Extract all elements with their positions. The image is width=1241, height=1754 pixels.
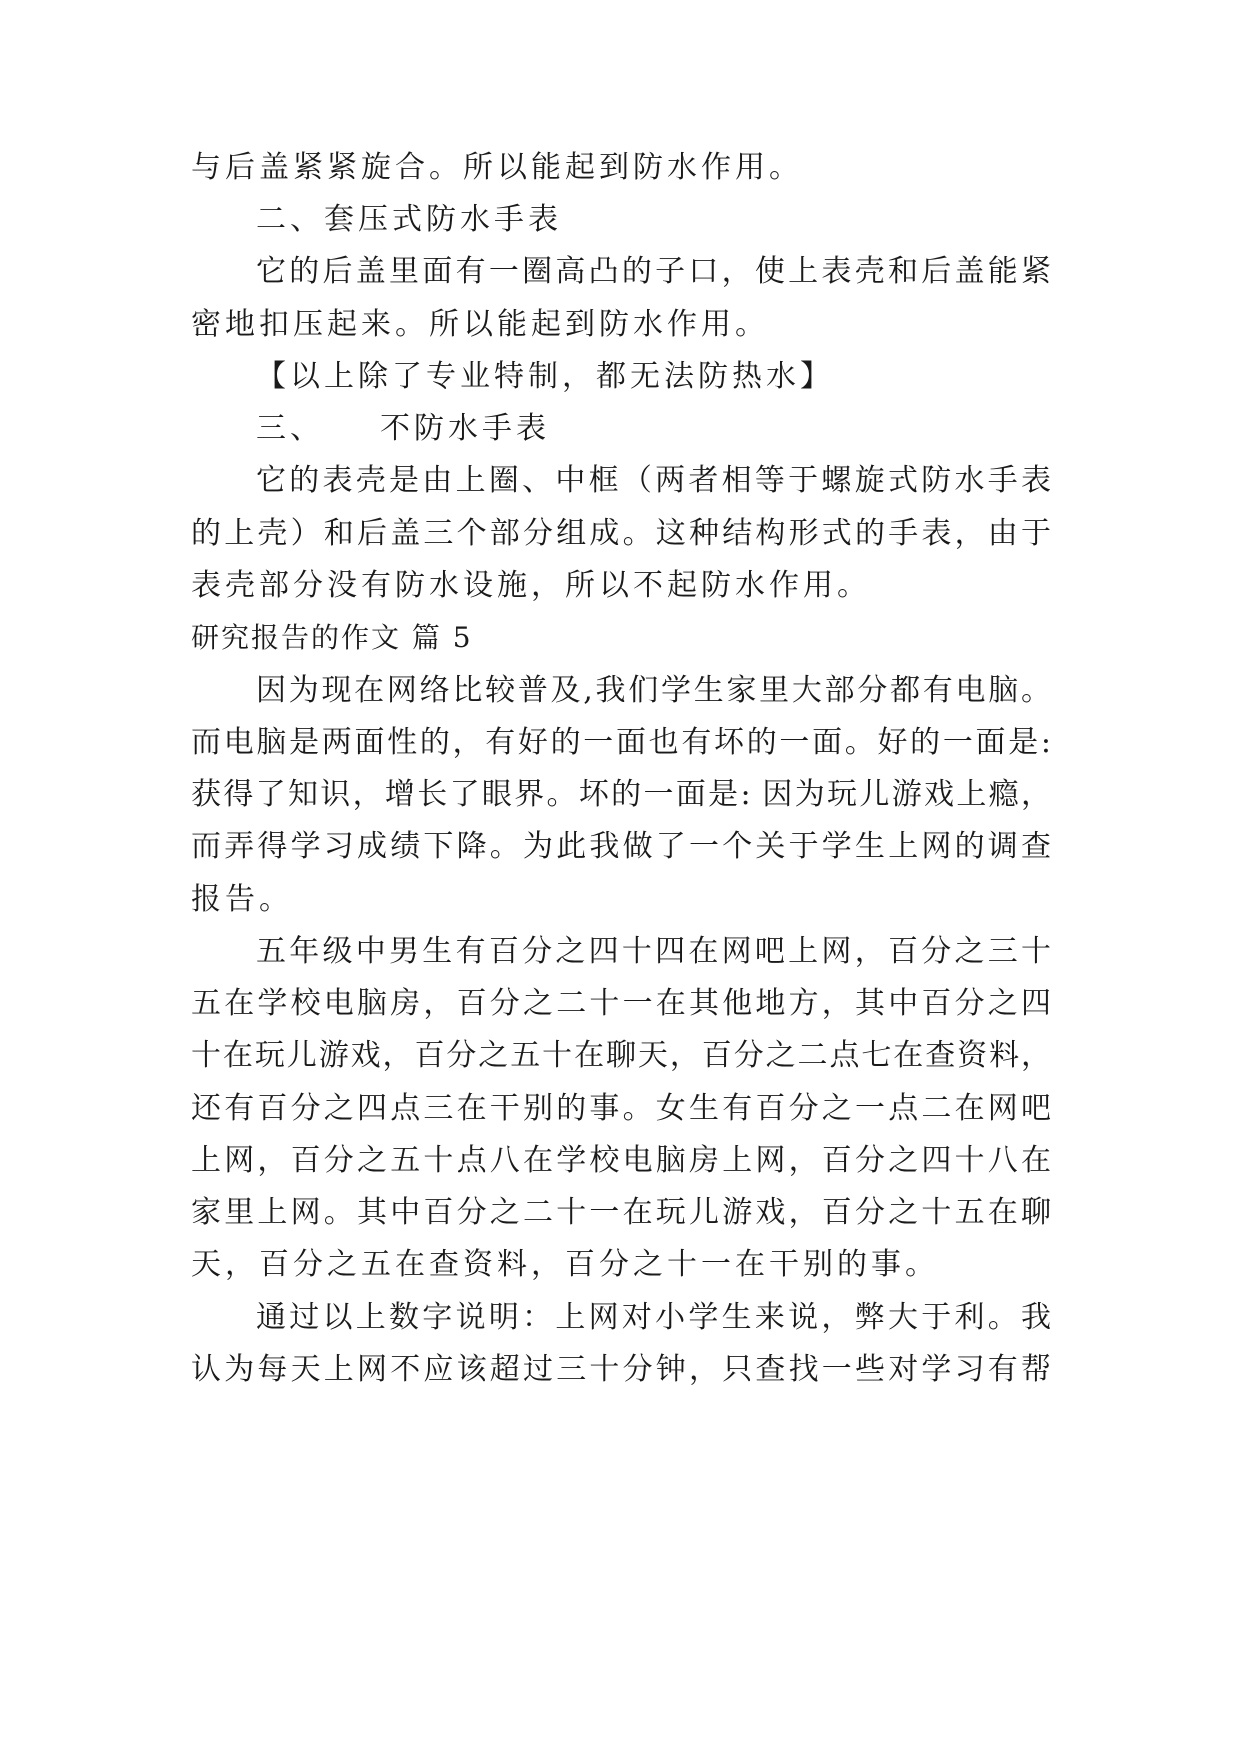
paragraph-line: 它的后盖里面有一圈高凸的子口，使上表壳和后盖能紧	[256, 254, 1051, 289]
paragraph-line: 五年级中男生有百分之四十四在网吧上网，百分之三十	[256, 934, 1051, 969]
paragraph-line: 它的表壳是由上圈、中框（两者相等于螺旋式防水手表	[256, 463, 1051, 498]
paragraph-line: 表壳部分没有防水设施，所以不起防水作用。	[191, 568, 871, 603]
paragraph-line: 报告。	[191, 882, 293, 917]
paragraph-line: 上网，百分之五十点八在学校电脑房上网，百分之四十八在	[191, 1143, 1051, 1178]
paragraph-line: 还有百分之四点三在干别的事。女生有百分之一点二在网吧	[191, 1091, 1051, 1126]
paragraph-line: 获得了知识，增长了眼界。坏的一面是: 因为玩儿游戏上瘾，	[191, 777, 1051, 812]
section-heading: 二、套压式防水手表	[256, 202, 562, 237]
section-number: 三、	[256, 411, 324, 446]
paragraph-line: 家里上网。其中百分之二十一在玩儿游戏，百分之十五在聊	[191, 1195, 1051, 1230]
paragraph-line: 密地扣压起来。所以能起到防水作用。	[191, 307, 769, 342]
section-heading	[256, 409, 550, 449]
paragraph-line: 认为每天上网不应该超过三十分钟，只查找一些对学习有帮	[191, 1352, 1051, 1387]
paragraph-line: 与后盖紧紧旋合。所以能起到防水作用。	[191, 150, 803, 185]
paragraph-line: 通过以上数字说明：上网对小学生来说，弊大于利。我	[256, 1300, 1051, 1335]
paragraph-line: 天，百分之五在查资料，百分之十一在干别的事。	[191, 1247, 939, 1282]
section-title: 不防水手表	[380, 411, 550, 446]
paragraph-line: 十在玩儿游戏，百分之五十在聊天，百分之二点七在查资料，	[191, 1038, 1051, 1073]
paragraph-line: 而弄得学习成绩下降。为此我做了一个关于学生上网的调查	[191, 829, 1051, 864]
paragraph-line: 而电脑是两面性的，有好的一面也有坏的一面。好的一面是:	[191, 725, 1051, 760]
paragraph-line: 的上壳）和后盖三个部分组成。这种结构形式的手表，由于	[191, 516, 1051, 551]
article-heading: 研究报告的作文 篇 5	[191, 621, 473, 654]
paragraph-line: 五在学校电脑房，百分之二十一在其他地方，其中百分之四	[191, 986, 1051, 1021]
paragraph-line: 因为现在网络比较普及,我们学生家里大部分都有电脑。	[256, 673, 1051, 708]
note-line: 【以上除了专业特制，都无法防热水】	[256, 359, 834, 394]
